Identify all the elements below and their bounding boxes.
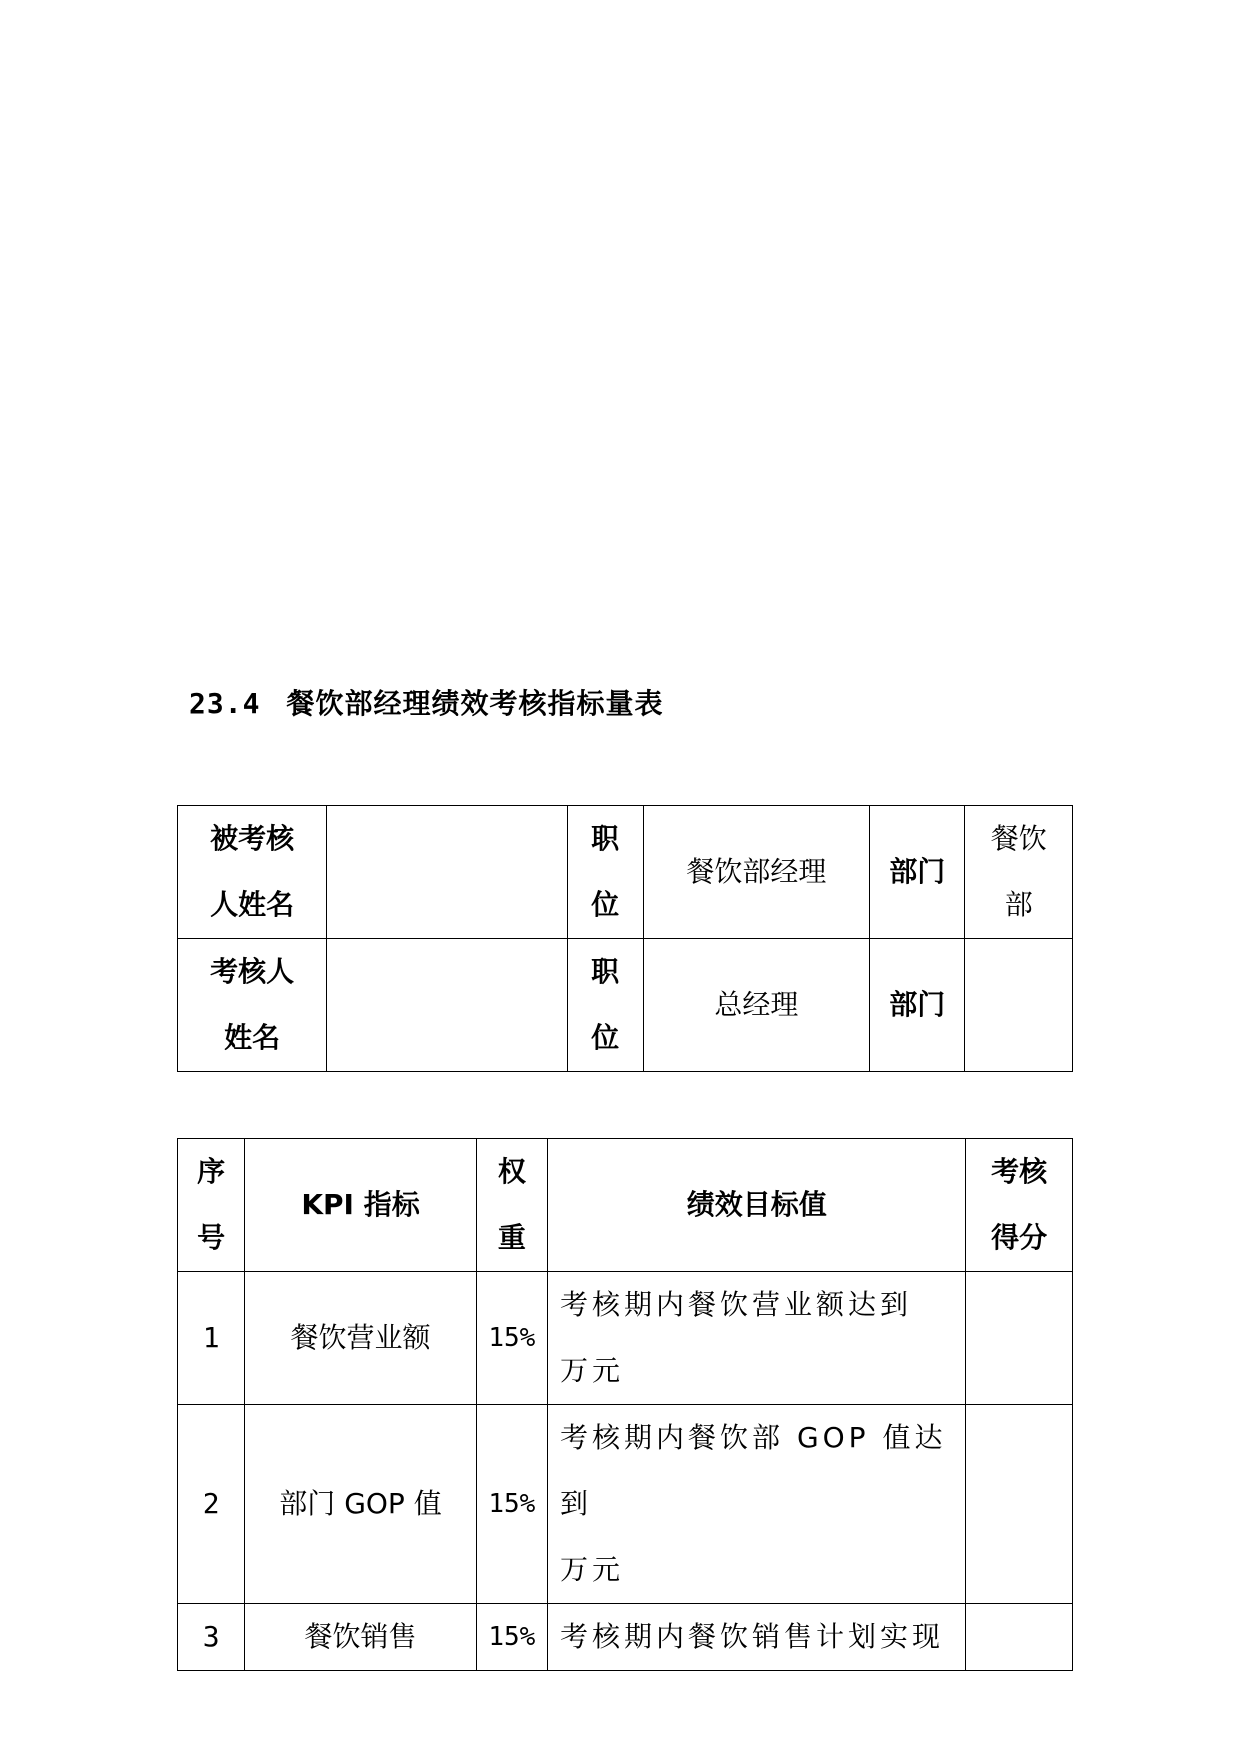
table-row: [178, 1604, 1073, 1671]
seq-cell: 2: [178, 1405, 245, 1604]
table-row: [178, 1405, 1073, 1604]
table-row: [178, 1272, 1073, 1405]
section-number: 23.4: [189, 687, 261, 720]
department-label: 部门: [870, 939, 965, 1072]
department-label: 部门: [870, 806, 965, 939]
assessee-position-value: 餐饮部经理: [643, 806, 869, 939]
info-table: [177, 805, 1073, 1072]
weight-cell: 15%: [476, 1604, 547, 1671]
kpi-header: KPI 指标: [245, 1139, 476, 1272]
score-cell[interactable]: [966, 1272, 1073, 1405]
target-cell: 考核期内餐饮部 GOP 值达到 万元: [548, 1405, 966, 1604]
table-header-row: [178, 1139, 1073, 1272]
kpi-table: [177, 1138, 1073, 1671]
assessor-name-value[interactable]: [327, 939, 567, 1072]
weight-header: 权 重: [476, 1139, 547, 1272]
target-cell: 考核期内餐饮销售计划实现: [548, 1604, 966, 1671]
position-label: 职 位: [567, 939, 643, 1072]
score-cell[interactable]: [966, 1405, 1073, 1604]
assessee-department-value: 餐饮 部: [965, 806, 1073, 939]
score-cell[interactable]: [966, 1604, 1073, 1671]
target-header: 绩效目标值: [548, 1139, 966, 1272]
target-cell: 考核期内餐饮营业额达到 万元: [548, 1272, 966, 1405]
kpi-cell: 餐饮营业额: [245, 1272, 476, 1405]
assessee-name-value[interactable]: [327, 806, 567, 939]
section-title: 餐饮部经理绩效考核指标量表: [286, 687, 664, 720]
weight-cell: 15%: [476, 1272, 547, 1405]
assessor-position-value: 总经理: [643, 939, 869, 1072]
assessee-name-label: 被考核 人姓名: [178, 806, 327, 939]
seq-header: 序 号: [178, 1139, 245, 1272]
seq-cell: 1: [178, 1272, 245, 1405]
seq-cell: 3: [178, 1604, 245, 1671]
position-label: 职 位: [567, 806, 643, 939]
table-row: [178, 939, 1073, 1072]
assessor-department-value[interactable]: [965, 939, 1073, 1072]
page-title: [189, 682, 663, 722]
kpi-cell: 餐饮销售: [245, 1604, 476, 1671]
kpi-cell: 部门 GOP 值: [245, 1405, 476, 1604]
table-row: [178, 806, 1073, 939]
assessor-name-label: 考核人 姓名: [178, 939, 327, 1072]
weight-cell: 15%: [476, 1405, 547, 1604]
score-header: 考核 得分: [966, 1139, 1073, 1272]
